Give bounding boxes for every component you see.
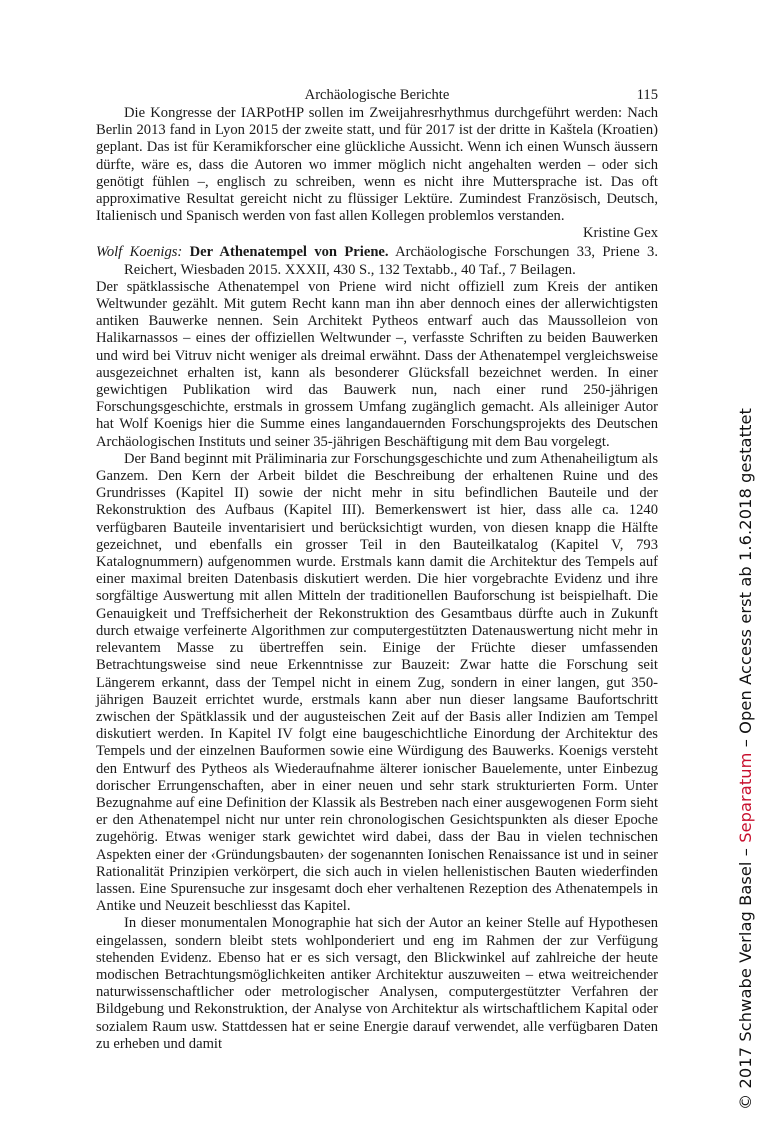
previous-review-closing-paragraph (96, 105, 658, 242)
book-title: Der Athenatempel von Priene. (189, 244, 389, 261)
previous-review-text: Die Kongresse der IARPotHP sollen im Zweijahresrhythmus durchgeführt werden: Nach Berlin 2013 fand in Lyon 2015 der zweite statt, und für 2017 ist der dritte in Kaštela (Kroatien) geplant. Das ist für Keramikforscher eine glückliche Aussicht. Wenn ich einen Wunsch äussern dürfte, wäre es, dass die Autoren wo immer möglich nicht angehalten werden – oder sich genötigt fühlen –, englisch zu schreiben, wenn es nicht ihre Muttersprache ist. Das oft approximative Resultat gereicht nicht zu flüssiger Lektüre. Zumindest Französisch, Deutsch, Italienisch und Spanisch werden von fast allen Kollegen problemlos verstanden. (96, 105, 658, 225)
review-paragraph-2: Der Band beginnt mit Präliminaria zur Forschungsgeschichte und zum Athenaheiligtum als Ganzem. Den Kern der Arbeit bildet die Beschreibung der erhaltenen Ruine und des Grundrisses (Kapitel II) sowie der nicht mehr in situ befindlichen Bauteile und der Rekonstruktion des Aufbaus (Kapitel III). Bemerkenswert ist hier, dass alle ca. 1240 verfügbaren Bauteile inventarisiert und berücksichtigt wurden, von diesen knapp die Hälfte gezeichnet, und ebenfalls ein grosser Teil in den Bauteilkatalog (Kapitel V, 793 Katalognummern) aufgenommen wurde. Erstmals kann damit die Architektur des Tempels auf einer maximal breiten Datenbasis diskutiert werden. Die hier vorgebrachte Evidenz und ihre sorgfältige Auswertung mit allen Mitteln der traditionellen Bauforschung ist beispielhaft. Die Genauigkeit und Treffsicherheit der Rekonstruktion des Gesamtbaus dürfte auch in Zukunft durch etwaige verfeinerte Algorithmen zur computergestützten Datenauswertung nicht mehr in relevantem Masse zu übertreffen sein. Einige der Früchte dieser umfassenden Betrachtungsweise sind neue Erkenntnisse zur Bauzeit: Zwar hatte die Forschung seit Längerem erkannt, dass der Tempel nicht in einem Zug, sondern in einer langen, gut 350-jährigen Bauzeit errichtet wurde, erstmals kann aber nun dieser langsame Baufortschritt zwischen der Spätklassik und der augusteischen Zeit auf der Basis aller Indizien am Tempel diskutiert werden. In Kapitel IV folgt eine baugeschichtliche Einordung der Architektur des Tempels und der einzelnen Bauformen sowie eine Würdigung des Bauwerks. Koenigs versteht den Entwurf des Pytheos als Wiederaufnahme älterer ionischer Bauelemente, unter Einbezug dorischer Errungenschaften, aber in einer neuen und sehr stark strukturierten Form. Unter Bezugnahme auf eine Definition der Klassik als Bestreben nach einer ausgewogenen Form sieht er den Athenatempel nicht nur unter rein chronologischen Gesichtspunkten als dieser Epoche zugehörig. Etwas weniger stark gewichtet wird dabei, dass der Bau in vielen technischen Aspekten einer der ‹Gründungsbauten› der sogenannten Ionischen Renaissance ist und in seiner Rationalität Prinzipien verkörpert, die sich auch in vielen hellenistischen Bauten wiederfinden lassen. Eine Spurensuche zur insgesamt doch eher verhaltenen Rezeption des Athenatempels in Antike und Neuzeit beschliesst das Kapitel. (96, 450, 658, 915)
review-paragraph-1: Der spätklassische Athenatempel von Priene wird nicht offiziell zum Kreis der antiken Weltwunder gezählt. Mit gutem Recht kann man ihn aber dennoch eines der allerwichtigsten antiken Bauwerke nennen. Sein Architekt Pytheos entwarf auch das Maussolleion von Halikarnassos – eines der offiziellen Weltwunder –, verfasste Schriften zu beiden Bauwerken und wird bei Vitruv nicht weniger als dreimal erwähnt. Dass der Athenatempel vergleichsweise ausgezeichnet erhalten ist, kann als besonderer Glücksfall bezeichnet werden. In einer gewichtigen Publikation wird das Bauwerk nun, nach einer rund 250-jährigen Forschungsgeschichte, erstmals in grossem Umfang zugänglich gemacht. Als alleiniger Autor hat Wolf Koenigs hier die Summe eines langandauernden Forschungsprojekts des Deutschen Archäologischen Instituts und seiner 35-jährigen Beschäftigung mit dem Bau vorgelegt. (96, 278, 658, 450)
page-number: 115 (636, 87, 658, 103)
copyright-prefix: © 2017 Schwabe Verlag Basel – (736, 842, 755, 1110)
running-title: Archäologische Berichte (304, 87, 450, 103)
publication-details: Archäologische Forschungen 33, Priene 3. Reichert, Wiesbaden 2015. XXXII, 430 S., 132 Textabb., 40 Taf., 7 Beilagen. (124, 244, 658, 278)
running-head (96, 87, 658, 107)
page-content (96, 105, 658, 1053)
book-author: Wolf Koenigs: (96, 244, 183, 261)
bibliographic-entry (96, 244, 658, 278)
copyright-side-note (736, 90, 755, 1110)
copyright-suffix: – Open Access erst ab 1.6.2018 gestattet (736, 408, 755, 753)
reviewer-signature: Kristine Gex (583, 225, 658, 242)
review-paragraph-3: In dieser monumentalen Monographie hat sich der Autor an keiner Stelle auf Hypothesen eingelassen, sondern bleibt stets wohlponderiert und eng im Rahmen der zur Verfügung stehenden Evidenz. Ebenso hat er es sich versagt, den Blickwinkel auf zahlreiche der heute modischen Betrachtungsmöglichkeiten antiker Architektur auszuweiten – etwa weitreichender naturwissenschaftlicher oder metrologischer Analysen, computergestützter Verfahren der Bildgebung und Rekonstruktion, der Analyse von Architektur als wirtschaftlichem Kapital oder sozialem Raum usw. Stattdessen hat er seine Energie darauf verwendet, alle verfügbaren Daten zu erheben und damit (96, 915, 658, 1052)
separatum-label: Separatum (736, 752, 755, 843)
